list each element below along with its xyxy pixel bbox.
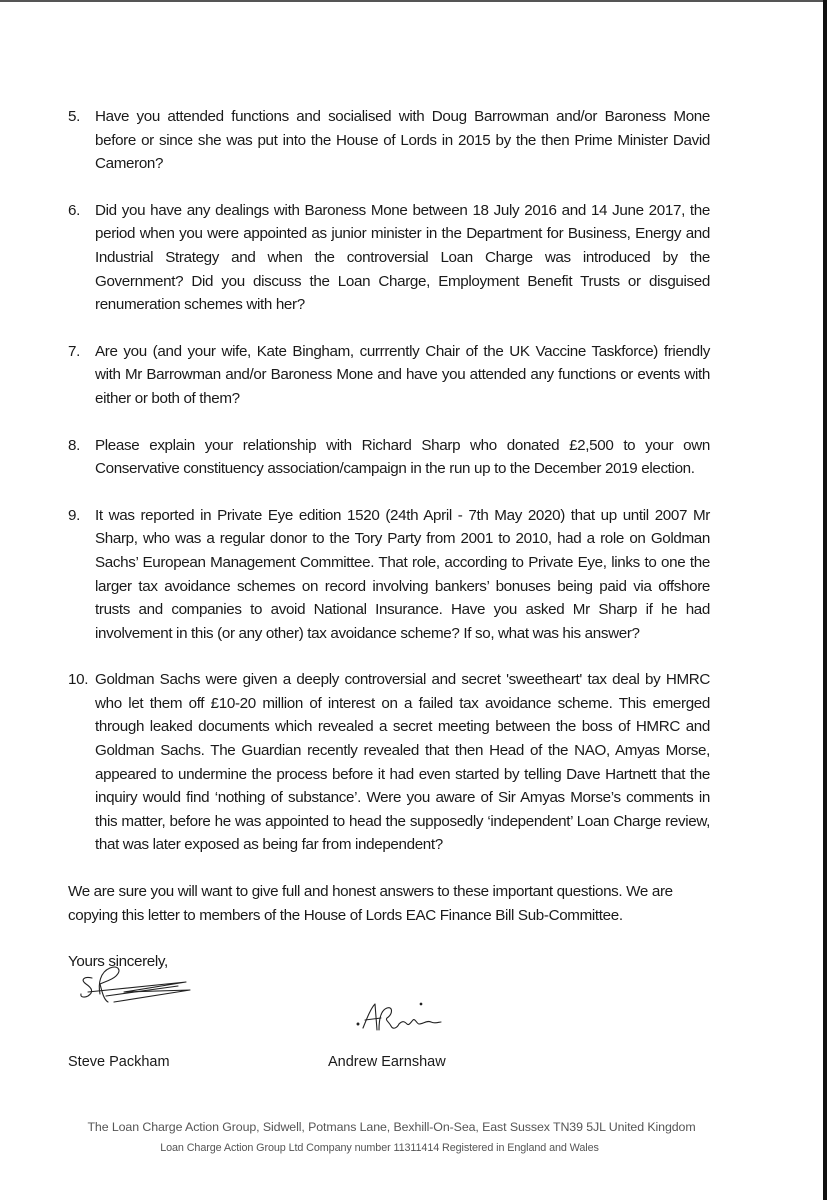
signature-andrew-earnshaw-icon <box>355 1000 445 1036</box>
right-edge-border <box>823 0 827 1200</box>
question-number: 8. <box>68 436 80 454</box>
question-text: Are you (and your wife, Kate Bingham, currrently Chair of the UK Vaccine Taskforce) friendly with Mr Barrowman and/or Baroness Mone and have you attended any functions or events with either or both of them? <box>95 342 710 407</box>
question-item-9 <box>68 504 710 646</box>
question-text: Please explain your relationship with Richard Sharp who donated £2,500 to your own Conservative constituency association/campaign in the run up to the December 2019 election. <box>95 436 710 478</box>
footer-address: The Loan Charge Action Group, Sidwell, Potmans Lane, Bexhill-On-Sea, East Sussex TN39 5JL United Kingdom <box>87 1120 696 1134</box>
question-number: 5. <box>68 108 80 125</box>
letter-body <box>68 105 710 974</box>
question-number: 6. <box>68 201 80 219</box>
question-number: 10. <box>68 671 89 689</box>
question-text: It was reported in Private Eye edition 1520 (24th April - 7th May 2020) that up until 2007 Mr Sharp, who was a regular donor to the Tory Party from 2001 to 2010, had a role on Goldman Sachs’ European Management Committee. That role, according to Private Eye, links to one the larger tax avoidance schemes on record involving bankers’ bonuses being paid via offshore trusts and companies to avoid National Insurance. Have you asked Mr Sharp if he had involvement in this (or any other) tax avoidance scheme? If so, what was his answer? <box>95 506 710 642</box>
question-item-6 <box>68 199 710 317</box>
question-item-5 <box>68 105 710 176</box>
salutation: Yours sincerely, <box>68 953 168 971</box>
signatory-name: Andrew Earnshaw <box>328 1054 446 1070</box>
signatory-name: Steve Packham <box>68 1054 170 1070</box>
question-number: 9. <box>68 506 80 524</box>
closing-paragraph: We are sure you will want to give full and honest answers to these important questions. We are copying this letter to members of the House of Lords EAC Finance Bill Sub-Committee. <box>68 883 673 924</box>
question-list <box>68 105 710 857</box>
question-number: 7. <box>68 342 80 360</box>
question-item-10 <box>68 668 710 857</box>
question-text: Did you have any dealings with Baroness Mone between 18 July 2016 and 14 June 2017, the period when you were appointed as junior minister in the Department for Business, Energy and Industrial Strategy and when the controversial Loan Charge was introduced by the Government? Did you discuss the Loan Charge, Employment Benefit Trusts or disguised renumeration schemes with her? <box>95 201 710 314</box>
question-item-7 <box>68 340 710 411</box>
footer-registration: Loan Charge Action Group Ltd Company number 11311414 Registered in England and Wales <box>160 1142 599 1154</box>
question-item-8 <box>68 434 710 481</box>
question-text: Have you attended functions and socialised with Doug Barrowman and/or Baroness Mone before or since she was put into the House of Lords in 2015 by the then Prime Minister David Cameron? <box>95 108 710 173</box>
question-text: Goldman Sachs were given a deeply controversial and secret 'sweetheart' tax deal by HMRC who let them off £10-20 million of interest on a failed tax avoidance scheme. This emerged through leaked documents which revealed a secret meeting between the boss of HMRC and Goldman Sachs. The Guardian recently revealed that then Head of the NAO, Amyas Morse, appeared to undermine the process before it had even started by telling Dave Hartnett that the inquiry would find ‘nothing of substance’. Were you aware of Sir Amyas Morse’s comments in this matter, before he was appointed to head the supposedly ‘independent’ Loan Charge review, that was later exposed as being far from independent? <box>95 671 710 854</box>
